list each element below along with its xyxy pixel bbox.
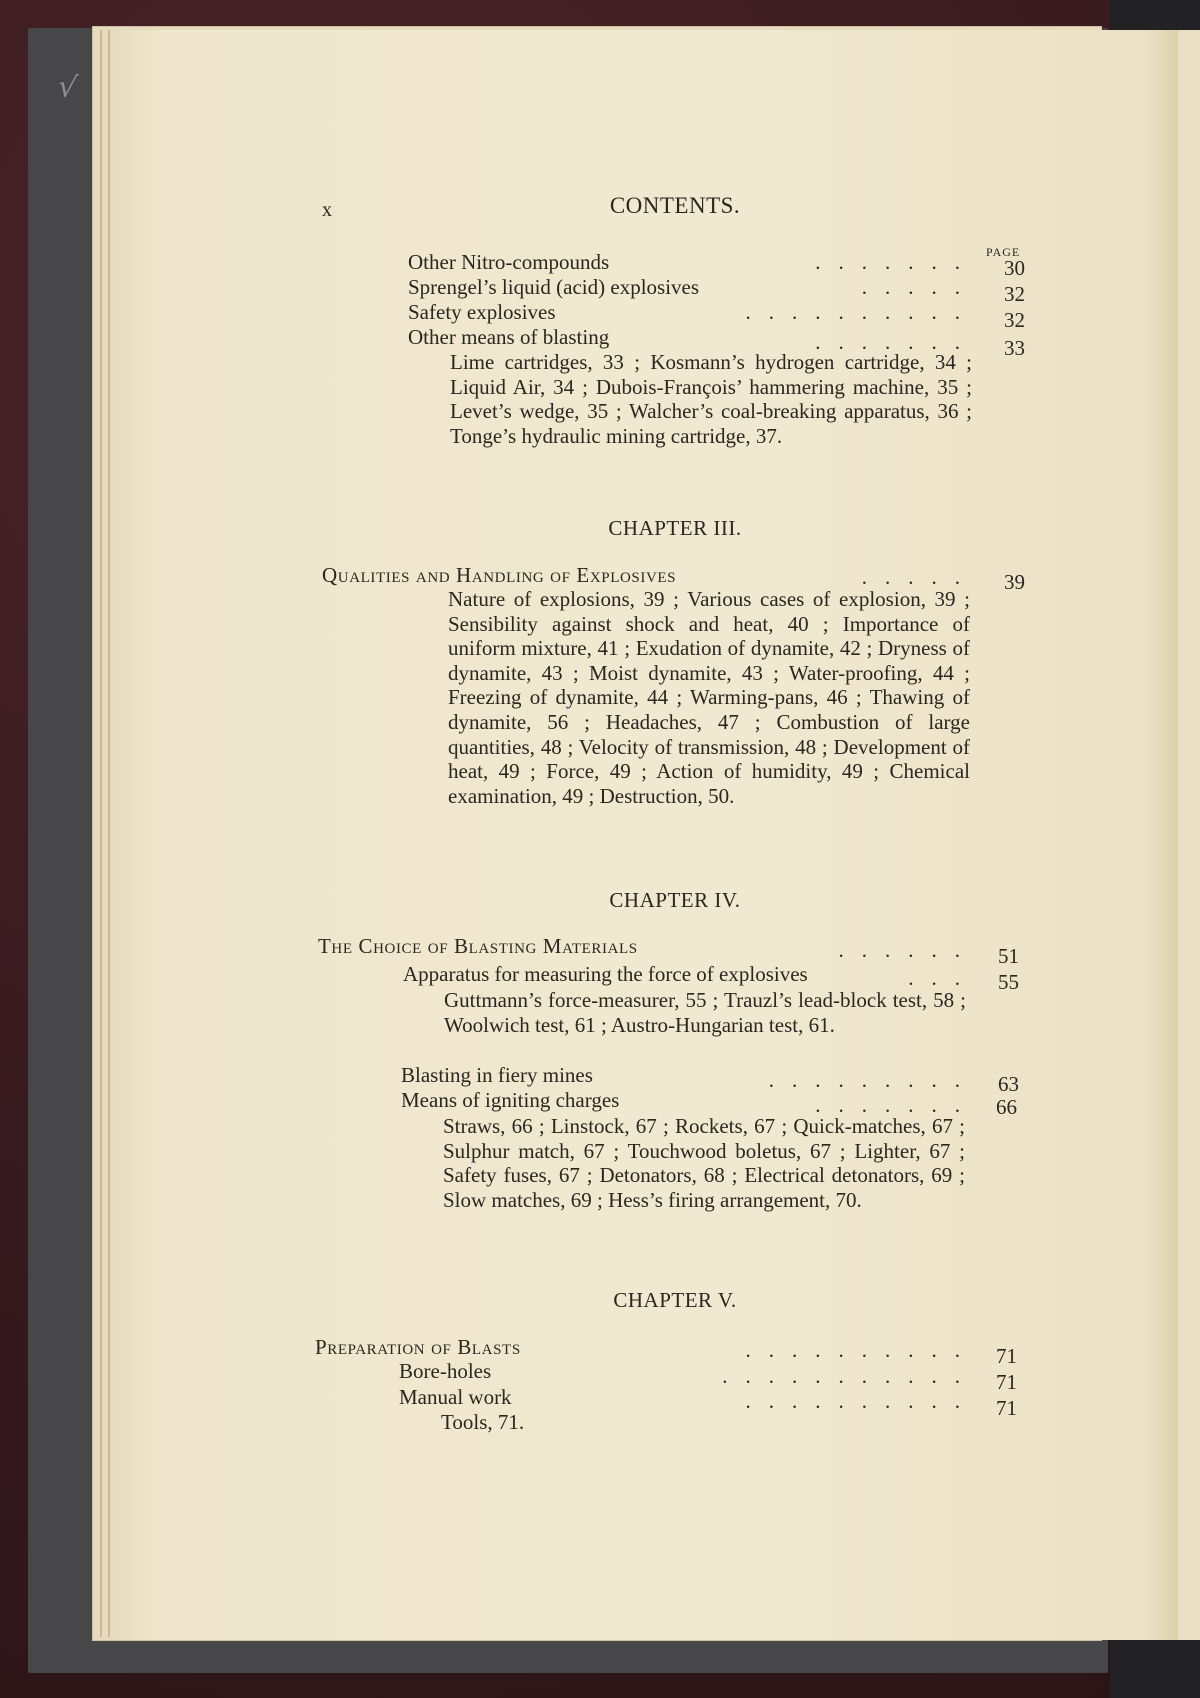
chapter-heading: CHAPTER IV. <box>609 888 741 912</box>
toc-entry-title: Sprengel’s liquid (acid) explosives <box>408 275 700 299</box>
leader-dots: ... <box>908 966 978 990</box>
toc-entry-page: 32 <box>1004 282 1025 306</box>
chapter-title: The Choice of Blasting Materials <box>318 934 638 958</box>
leader-dots: .......... <box>745 1338 978 1362</box>
toc-entry-title: Safety explosives <box>408 300 556 324</box>
pencil-check-mark: √ <box>55 68 80 107</box>
toc-subentries: Straws, 66 ; Linstock, 67 ; Rockets, 67 ; Quick-matches, 67 ; Sulphur match, 67 ; Touchwood boletus, 67 ; Lighter, 67 ; Safety fuses, 67 ; Detonators, 68 ; Electrical detonators, 69 ; Slow matches, 69 ; Hess’s firing arrangement, 70. <box>443 1114 965 1212</box>
toc-entry-title: Bore-holes <box>399 1359 492 1383</box>
toc-entry-page: 71 <box>996 1396 1017 1420</box>
running-head: CONTENTS. <box>609 193 741 218</box>
toc-entry-page: 66 <box>996 1095 1017 1119</box>
toc-subentries: Tools, 71. <box>441 1410 525 1434</box>
folio-number: x <box>322 199 332 221</box>
toc-entry-title: Apparatus for measuring the force of explosives <box>403 962 808 986</box>
chapter-page: 39 <box>1004 570 1025 594</box>
toc-subentries: Guttmann’s force-measurer, 55 ; Trauzl’s lead-block test, 58 ; Woolwich test, 61 ; Austro-Hungarian test, 61. <box>444 988 966 1037</box>
leader-dots: .......... <box>745 300 978 324</box>
leader-dots: ....... <box>815 1093 978 1117</box>
page-column-label: PAGE <box>986 245 1021 259</box>
chapter-heading: CHAPTER III. <box>608 516 742 540</box>
chapter-summary: Nature of explosions, 39 ; Various cases of explosion, 39 ; Sensibility against shock and heat, 40 ; Importance of uniform mixture, 41 ; Exudation of dynamite, 42 ; Dryness of dynamite, 43 ; Moist dynamite, 43 ; Water-proofing, 44 ; Freezing of dynamite, 44 ; Warming-pans, 46 ; Thawing of dynamite, 56 ; Headaches, 47 ; Combustion of large quantities, 48 ; Velocity of transmission, 48 ; Development of heat, 49 ; Force, 49 ; Action of humidity, 49 ; Chemical examination, 49 ; Destruction, 50. <box>448 587 970 808</box>
toc-entry-page: 30 <box>1004 256 1025 280</box>
toc-entry-title: Manual work <box>399 1385 512 1409</box>
chapter-page: 51 <box>998 944 1019 968</box>
leader-dots: .......... <box>745 1389 978 1413</box>
chapter-heading: CHAPTER V. <box>613 1288 737 1312</box>
chapter-title: Qualities and Handling of Explosives <box>322 563 677 587</box>
toc-entry-title: Other Nitro-compounds <box>408 250 610 274</box>
toc-entry-page: 33 <box>1004 336 1025 360</box>
leader-dots: ..... <box>861 565 978 589</box>
toc-entry-page: 32 <box>1004 308 1025 332</box>
chapter-title: Preparation of Blasts <box>315 1335 521 1359</box>
toc-entry-title: Blasting in fiery mines <box>401 1063 593 1087</box>
toc-subentries: Lime cartridges, 33 ; Kosmann’s hydrogen cartridge, 34 ; Liquid Air, 34 ; Dubois-François’ hammering machine, 35 ; Levet’s wedge, 35 ; Walcher’s coal-breaking apparatus, 36 ; Tonge’s hydraulic mining cartridge, 37. <box>450 350 972 448</box>
toc-entry-page: 71 <box>996 1370 1017 1394</box>
leader-dots: ....... <box>815 250 978 274</box>
toc-entry-page: 55 <box>998 970 1019 994</box>
leader-dots: ......... <box>768 1068 978 1092</box>
leader-dots: ........... <box>722 1364 978 1388</box>
leader-dots: ...... <box>838 938 978 962</box>
toc-entry-page: 63 <box>998 1072 1019 1096</box>
toc-entry-title: Means of igniting charges <box>401 1088 620 1112</box>
leader-dots: ....... <box>815 330 978 354</box>
toc-entry-title: Other means of blasting <box>408 325 610 349</box>
leader-dots: ..... <box>861 275 978 299</box>
chapter-page: 71 <box>996 1344 1017 1368</box>
